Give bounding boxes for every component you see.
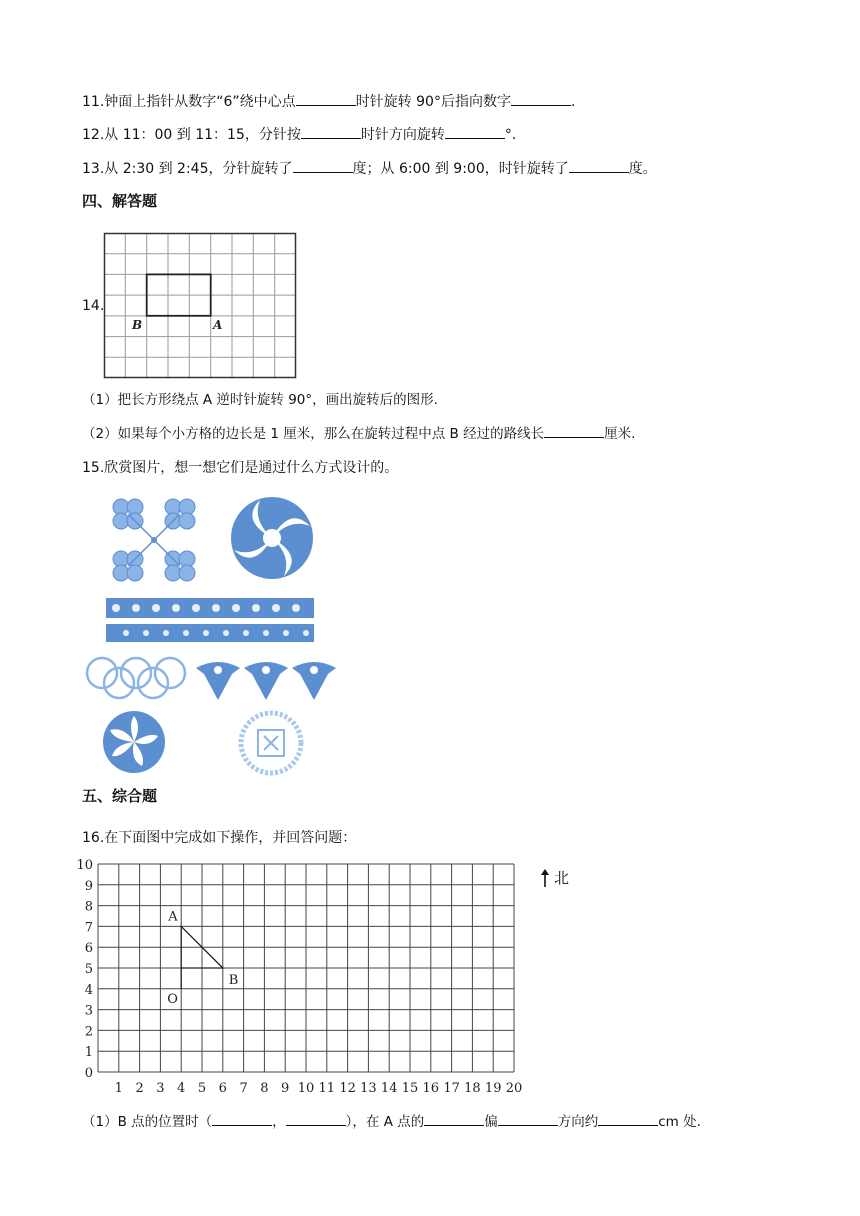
q12-text-c: °. [504, 127, 517, 143]
swirl-pattern-image [230, 496, 314, 580]
q13-text-a: 13.从 2:30 到 2:45，分针旋转了 [82, 161, 293, 177]
y-tick-label: 4 [84, 982, 93, 998]
y-tick-label: 7 [84, 920, 93, 936]
x-tick-label: 12 [339, 1081, 356, 1096]
y-tick-label: 2 [84, 1024, 93, 1040]
question-16: 16.在下面图中完成如下操作，并回答问题： [82, 830, 357, 846]
q16-sub1-text-c: ），在 A 点的 [345, 1114, 425, 1130]
q16-sub1 [82, 1112, 701, 1131]
question-13 [82, 159, 657, 178]
point-label-a: A [168, 909, 178, 925]
x-tick-label: 9 [281, 1081, 290, 1096]
q16-blank-x[interactable] [212, 1112, 272, 1126]
q14-sub2-text-a: （2）如果每个小方格的边长是 1 厘米，那么在旋转过程中点 B 经过的路线长 [82, 426, 545, 442]
swallows-pattern-image [194, 654, 340, 702]
q12-text-b: 时针方向旋转 [360, 127, 445, 143]
x-tick-label: 20 [505, 1081, 523, 1096]
y-tick-label: 9 [84, 878, 93, 894]
q14-sub2 [82, 424, 635, 443]
q12-blank-2[interactable] [445, 125, 505, 139]
x-tick-label: 19 [484, 1081, 502, 1096]
q16-sub1-text-a: （1）B 点的位置时（ [82, 1114, 213, 1130]
border-band-pattern-image [106, 598, 314, 644]
y-tick-label: 5 [84, 962, 93, 977]
q16-blank-y[interactable] [286, 1112, 346, 1126]
q16-blank-dir2[interactable] [498, 1112, 558, 1126]
q14-blank[interactable] [544, 424, 604, 438]
y-tick-label: 3 [84, 1003, 93, 1019]
point-label-o: O [167, 991, 178, 1007]
x-tick-label: 7 [239, 1081, 248, 1096]
x-tick-label: 5 [197, 1081, 207, 1096]
q11-text-c: . [570, 94, 576, 110]
x-tick-label: 10 [297, 1081, 315, 1096]
q11-text-a: 11.钟面上指针从数字“6”绕中心点 [82, 94, 296, 110]
y-tick-label: 1 [84, 1045, 93, 1061]
x-tick-label: 1 [114, 1081, 123, 1096]
q16-sub1-text-e: 方向约 [557, 1114, 599, 1130]
round-seal-pattern-image [238, 710, 304, 776]
section-heading-4: 四、解答题 [82, 192, 158, 210]
rings-pattern-image [84, 656, 202, 700]
q16-blank-dist[interactable] [598, 1112, 658, 1126]
section-heading-5: 五、综合题 [82, 787, 158, 805]
q14-label-a: A [213, 318, 223, 332]
question-11 [82, 92, 575, 111]
x-tick-label: 2 [135, 1081, 144, 1096]
q13-blank-1[interactable] [293, 159, 353, 173]
x-tick-label: 3 [156, 1081, 165, 1096]
question-15: 15.欣赏图片，想一想它们是通过什么方式设计的。 [82, 460, 399, 476]
question-12 [82, 125, 516, 144]
q14-sub2-text-b: 厘米. [604, 426, 636, 442]
q16-sub1-text-b: ， [272, 1114, 286, 1130]
point-label-b: B [228, 973, 239, 988]
q13-text-c: 度。 [628, 161, 657, 177]
y-tick-label: 10 [76, 858, 93, 873]
q14-number: 14. [82, 298, 105, 314]
north-label: 北 [554, 869, 570, 887]
q14-grid-figure [104, 233, 296, 378]
y-tick-label: 6 [84, 941, 93, 957]
coordinate-grid [76, 858, 536, 1098]
q12-text-a: 12.从 11：00 到 11：15，分针按 [82, 127, 301, 143]
q11-blank-1[interactable] [296, 92, 356, 106]
q11-text-b: 时针旋转 90°后指向数字 [355, 94, 511, 110]
north-arrow-icon [540, 868, 550, 888]
q13-text-b: 度；从 6:00 到 9:00，时针旋转了 [352, 161, 569, 177]
x-tick-label: 17 [443, 1081, 460, 1096]
x-tick-label: 15 [401, 1081, 419, 1096]
q16-sub1-text-d: 偏 [484, 1114, 498, 1130]
x-tick-label: 13 [360, 1081, 377, 1096]
y-tick-label: 8 [84, 899, 93, 915]
x-tick-label: 4 [177, 1081, 186, 1096]
q16-blank-dir1[interactable] [424, 1112, 484, 1126]
x-tick-label: 6 [218, 1081, 227, 1096]
q12-blank-1[interactable] [301, 125, 361, 139]
x-tick-label: 18 [464, 1081, 481, 1096]
flower-emblem-image [102, 710, 166, 774]
clover-pattern-image [106, 492, 202, 588]
x-tick-label: 16 [422, 1081, 440, 1096]
y-tick-label: 0 [84, 1066, 93, 1081]
q16-sub1-text-f: cm 处. [658, 1114, 701, 1130]
x-tick-label: 11 [318, 1081, 336, 1096]
q14-label-b: B [132, 318, 143, 332]
q11-blank-2[interactable] [511, 92, 571, 106]
q14-sub1: （1）把长方形绕点 A 逆时针旋转 90°，画出旋转后的图形. [82, 392, 438, 408]
x-tick-label: 14 [380, 1081, 398, 1096]
x-tick-label: 8 [260, 1081, 269, 1096]
q13-blank-2[interactable] [569, 159, 629, 173]
